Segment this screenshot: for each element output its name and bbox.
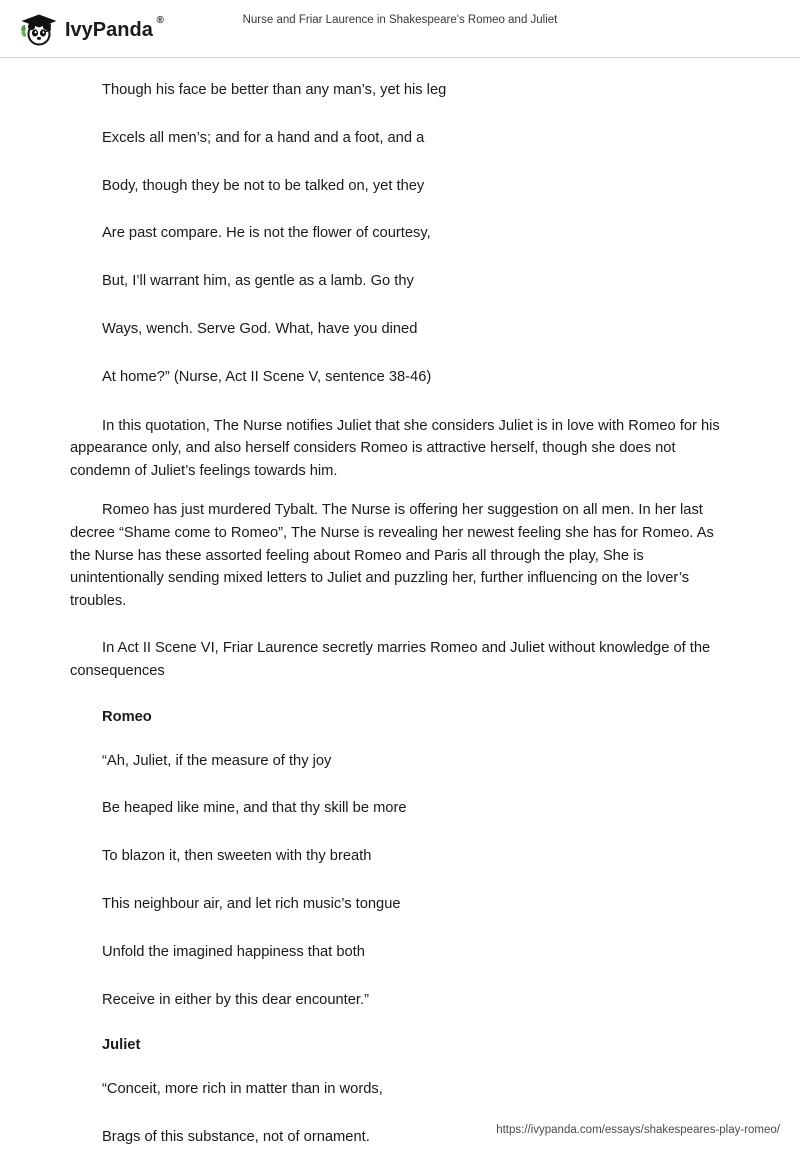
verse-line: Though his face be better than any man’s, yet his leg xyxy=(102,82,447,98)
page-header xyxy=(0,0,800,58)
page-title: Nurse and Friar Laurence in Shakespeare's Romeo and Juliet xyxy=(242,14,558,26)
source-url-link[interactable]: https://ivypanda.com/essays/shakespeares-play-romeo/ xyxy=(496,1124,780,1136)
verse-line: Unfold the imagined happiness that both xyxy=(102,943,365,960)
verse-line: To blazon it, then sweeten with thy breath xyxy=(102,848,372,865)
page-footer xyxy=(0,1120,800,1138)
verse-line: Receive in either by this dear encounter.” xyxy=(102,991,369,1008)
verse-line: Brags of this substance, not of ornament. xyxy=(102,1129,370,1146)
verse-line: “Ah, Juliet, if the measure of thy joy xyxy=(102,752,332,769)
speaker-label: Romeo xyxy=(102,708,152,725)
paragraph: In Act II Scene VI, Friar Laurence secretly marries Romeo and Juliet without knowledge of the consequences xyxy=(70,639,711,679)
verse-line: Ways, wench. Serve God. What, have you dined xyxy=(102,321,418,338)
verse-line: This neighbour air, and let rich music’s tongue xyxy=(102,895,401,912)
verse-line: But, I’ll warrant him, as gentle as a lamb. Go thy xyxy=(102,273,414,290)
registered-mark: ® xyxy=(156,14,164,26)
document-body xyxy=(70,80,730,1149)
paragraph: Romeo has just murdered Tybalt. The Nurse is offering her suggestion on all men. In her last decree “Shame come to Romeo”, The Nurse is revealing her newest feeling she has for Romeo. As the Nurse has these assorted feeling about Romeo and Paris all through the play, She is unintentionally sending mixed letters to Juliet and puzzling her, further influencing on the lover’s troubles. xyxy=(70,502,714,610)
verse-line: Are past compare. He is not the flower of courtesy, xyxy=(102,225,431,242)
logo-wordmark: IvyPanda xyxy=(65,18,153,41)
verse-line: Body, though they be not to be talked on, yet they xyxy=(102,177,425,194)
verse-line: “Conceit, more rich in matter than in words, xyxy=(102,1081,383,1098)
paragraph: In this quotation, The Nurse notifies Juliet that she considers Juliet is in love with Romeo for his appearance only, and also herself considers Romeo is attractive herself, though she does not condemn of Juliet’s feelings towards him. xyxy=(70,417,720,480)
document-content xyxy=(0,58,800,1175)
verse-line: Be heaped like mine, and that thy skill be more xyxy=(102,800,407,817)
speaker-label: Juliet xyxy=(102,1037,141,1054)
verse-line: At home?” (Nurse, Act II Scene V, sentence 38-46) xyxy=(102,368,432,385)
verse-line: Excels all men’s; and for a hand and a foot, and a xyxy=(102,129,425,146)
